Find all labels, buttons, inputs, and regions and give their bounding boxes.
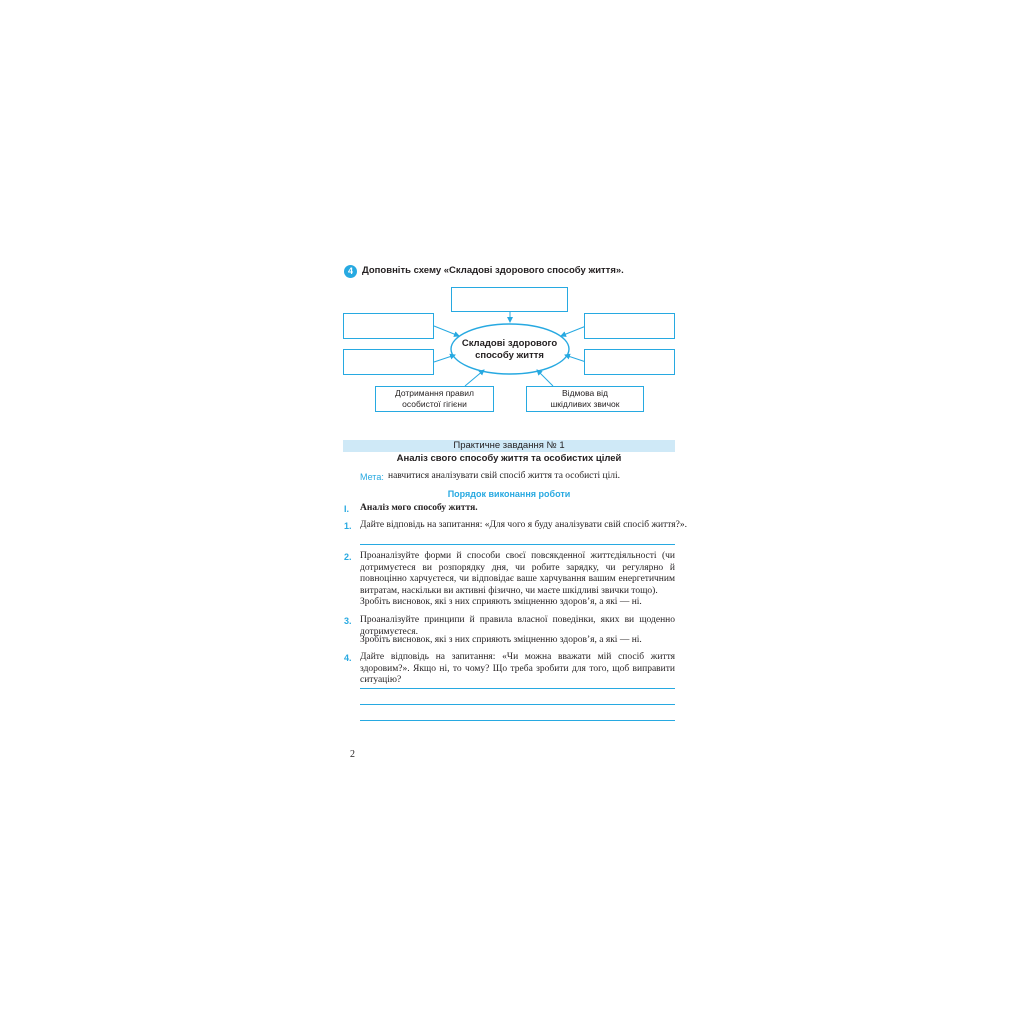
diagram-box-hygiene [375,386,494,412]
diagram-box-right-top-empty [584,313,675,339]
diagram-box-left-bottom-empty [343,349,434,375]
goal-label: Мета: [360,472,384,482]
item-number-4: 4. [344,653,352,663]
answer-line-4a [360,688,675,689]
section-title: Аналіз мого способу життя. [360,503,478,513]
page-number: 2 [350,749,355,760]
item-number-2: 2. [344,552,352,562]
task-number-badge: 4 [344,265,357,278]
diagram-center-label: Складові здорового способу життя [461,338,558,361]
diagram-box-right-bottom-empty [584,349,675,375]
item-number-1: 1. [344,521,352,531]
answer-line-4b [360,704,675,705]
item-number-3: 3. [344,616,352,626]
item-text-3: Проаналізуйте принципи й правила власної поведінки, яких ви щоденно дотримуєтеся. [360,615,675,637]
item-conclusion-3: Зробіть висновок, які з них сприяють зміцненню здоров’я, а які — ні. [360,635,642,645]
diagram-box-bad-habits [526,386,644,412]
section-number: I. [344,504,350,514]
answer-line-1 [360,544,675,545]
diagram-box-top-empty [451,287,568,312]
diagram-box-hygiene-label: Дотримання правил особистої гігієни [395,388,474,409]
diagram-box-left-top-empty [343,313,434,339]
answer-line-4c [360,720,675,721]
task-title: Доповніть схему «Складові здорового способу життя». [362,265,624,276]
procedure-title: Порядок виконання роботи [447,489,571,499]
item-text-2: Проаналізуйте форми й способи своєї повсякденної життєдіяльності (чи дотримуєтеся ви розпорядку дня, чи робите зарядку, чи регулярно й повноцінно харчуєтеся, чи відповідає ваше харчування вашим енергетичним витратам, наскільки ви активні фізично, чи маєте шкідливі звички тощо). [360,551,675,596]
goal-text: навчитися аналізувати свій спосіб життя та особисті цілі. [388,471,621,481]
item-conclusion-2: Зробіть висновок, які з них сприяють зміцненню здоров’я, а які — ні. [360,597,642,607]
practice-subtitle: Аналіз свого способу життя та особистих цілей [396,453,622,464]
item-text-1: Дайте відповідь на запитання: «Для чого я буду аналізувати свій спосіб життя?». [360,520,687,530]
item-text-4: Дайте відповідь на запитання: «Чи можна вважати мій спосіб життя здоровим?». Якщо ні, то чому? Що треба зробити для того, щоб виправити ситуацію? [360,652,675,685]
diagram-box-bad-habits-label: Відмова від шкідливих звичок [550,388,620,409]
practice-title: Практичне завдання № 1 [453,440,565,451]
